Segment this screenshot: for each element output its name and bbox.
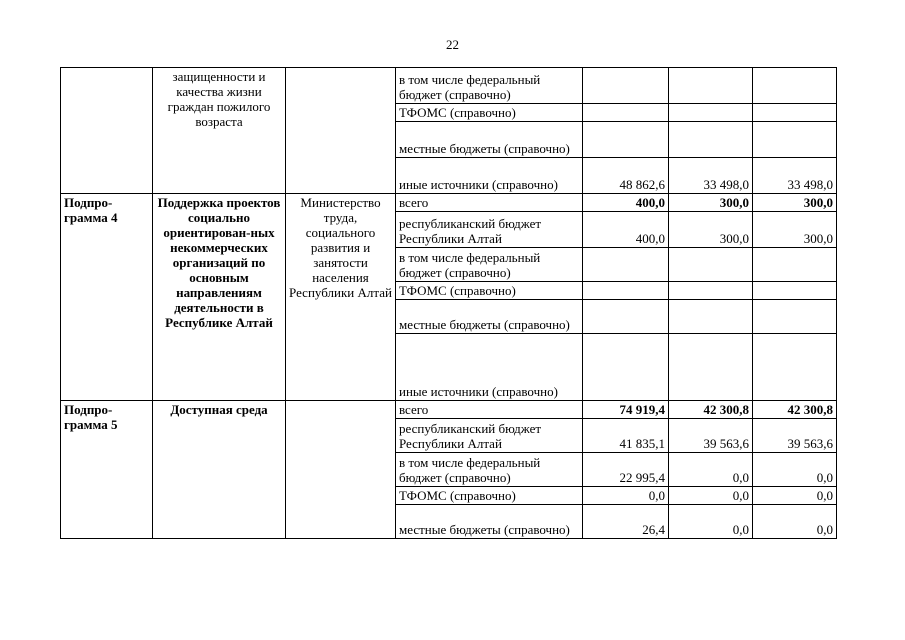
amount-year-1-cell: 41 835,1 [583, 419, 669, 453]
funding-source-cell: иные источники (справочно) [396, 334, 583, 401]
amount-year-3-cell [753, 300, 837, 334]
amount-year-1-cell: 48 862,6 [583, 158, 669, 194]
funding-source-cell: в том числе федеральный бюджет (справочно) [396, 453, 583, 487]
funding-source-cell: республиканский бюджет Республики Алтай [396, 212, 583, 248]
amount-year-2-cell: 33 498,0 [669, 158, 753, 194]
funding-source-cell: местные бюджеты (справочно) [396, 505, 583, 539]
amount-year-2-cell: 0,0 [669, 487, 753, 505]
funding-source-cell: в том числе федеральный бюджет (справочно) [396, 68, 583, 104]
amount-year-1-cell [583, 104, 669, 122]
funding-source-cell: всего [396, 401, 583, 419]
amount-year-2-cell: 0,0 [669, 453, 753, 487]
amount-year-1-cell [583, 282, 669, 300]
amount-year-3-cell: 33 498,0 [753, 158, 837, 194]
amount-year-2-cell: 39 563,6 [669, 419, 753, 453]
amount-year-2-cell [669, 300, 753, 334]
subprogram-code-cell: Подпро-грамма 4 [61, 194, 153, 401]
funding-source-cell: местные бюджеты (справочно) [396, 300, 583, 334]
amount-year-3-cell: 0,0 [753, 487, 837, 505]
amount-year-2-cell: 300,0 [669, 212, 753, 248]
amount-year-2-cell [669, 68, 753, 104]
amount-year-1-cell: 26,4 [583, 505, 669, 539]
amount-year-3-cell: 300,0 [753, 212, 837, 248]
subprogram-code-cell: Подпро-грамма 5 [61, 401, 153, 539]
executor-cell [286, 68, 396, 194]
amount-year-3-cell: 300,0 [753, 194, 837, 212]
amount-year-1-cell [583, 248, 669, 282]
amount-year-2-cell [669, 122, 753, 158]
page-number: 22 [446, 37, 459, 52]
executor-cell: Министерство труда, социального развития и занятости населения Республики Алтай [286, 194, 396, 401]
amount-year-2-cell [669, 282, 753, 300]
amount-year-3-cell [753, 334, 837, 401]
budget-table [60, 67, 837, 539]
amount-year-2-cell: 42 300,8 [669, 401, 753, 419]
amount-year-3-cell: 42 300,8 [753, 401, 837, 419]
amount-year-3-cell: 0,0 [753, 453, 837, 487]
funding-source-cell: местные бюджеты (справочно) [396, 122, 583, 158]
funding-source-cell: всего [396, 194, 583, 212]
amount-year-1-cell: 400,0 [583, 212, 669, 248]
amount-year-3-cell [753, 248, 837, 282]
table-row [61, 194, 837, 212]
subprogram-code-cell [61, 68, 153, 194]
subprogram-name-cell: Поддержка проектов социально ориентирован-ных некоммерческих организаций по основным направлениям деятельности в Республике Алтай [153, 194, 286, 401]
amount-year-1-cell [583, 68, 669, 104]
amount-year-1-cell [583, 300, 669, 334]
amount-year-3-cell [753, 122, 837, 158]
amount-year-3-cell: 0,0 [753, 505, 837, 539]
funding-source-cell: ТФОМС (справочно) [396, 487, 583, 505]
funding-source-cell: ТФОМС (справочно) [396, 104, 583, 122]
amount-year-2-cell: 300,0 [669, 194, 753, 212]
amount-year-3-cell [753, 68, 837, 104]
subprogram-name-cell: Доступная среда [153, 401, 286, 539]
funding-source-cell: ТФОМС (справочно) [396, 282, 583, 300]
amount-year-1-cell: 74 919,4 [583, 401, 669, 419]
funding-source-cell: республиканский бюджет Республики Алтай [396, 419, 583, 453]
table-row [61, 68, 837, 104]
amount-year-1-cell [583, 334, 669, 401]
table-row [61, 401, 837, 419]
amount-year-3-cell: 39 563,6 [753, 419, 837, 453]
funding-source-cell: в том числе федеральный бюджет (справочно) [396, 248, 583, 282]
amount-year-2-cell [669, 104, 753, 122]
amount-year-2-cell [669, 334, 753, 401]
amount-year-2-cell: 0,0 [669, 505, 753, 539]
amount-year-1-cell: 400,0 [583, 194, 669, 212]
funding-source-cell: иные источники (справочно) [396, 158, 583, 194]
amount-year-2-cell [669, 248, 753, 282]
amount-year-1-cell: 0,0 [583, 487, 669, 505]
subprogram-name-cell: защищенности и качества жизни граждан пожилого возраста [153, 68, 286, 194]
amount-year-1-cell: 22 995,4 [583, 453, 669, 487]
amount-year-1-cell [583, 122, 669, 158]
amount-year-3-cell [753, 282, 837, 300]
executor-cell [286, 401, 396, 539]
amount-year-3-cell [753, 104, 837, 122]
